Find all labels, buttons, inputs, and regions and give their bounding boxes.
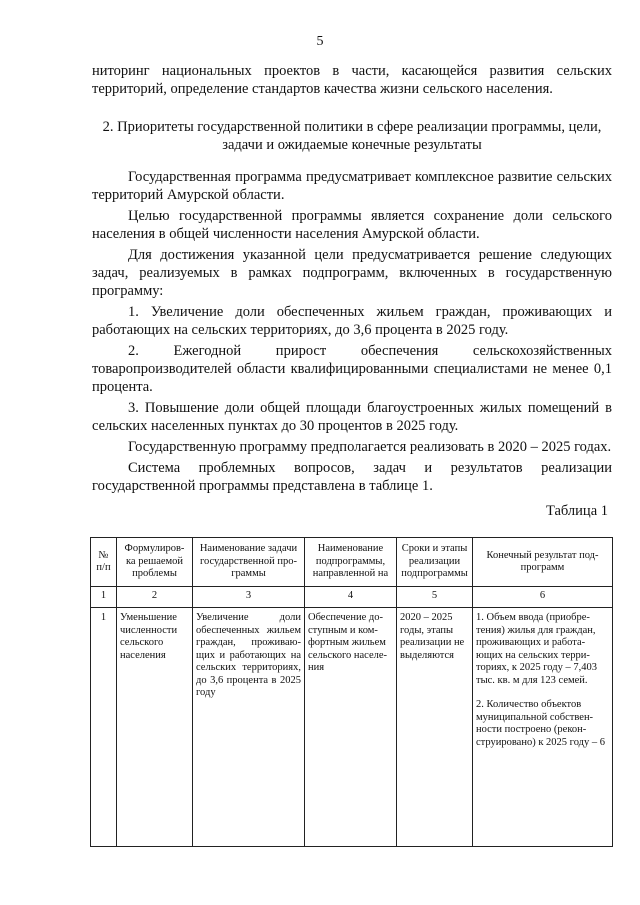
paragraph: 2. Ежегодной прирост обеспечения сельскохозяйственных товаропроизводителей области квалифицированными специалистами не менее 0,1 процента. <box>92 343 612 395</box>
task-cell: Увеличение доли обеспеченных жильем граждан, проживаю-щих и работающих на сельских территориях, до 3,6 процента в 2025 году <box>193 608 305 847</box>
row-number: 1 <box>91 608 117 847</box>
table-header-row <box>91 538 613 587</box>
paragraph: Для достижения указанной цели предусматривается решение следующих задач, реализуемых в рамках подпрограмм, включенных в государственную программу: <box>92 247 612 299</box>
page-number: 5 <box>316 34 324 49</box>
header-cell-number: № п/п <box>91 538 117 587</box>
paragraph: 1. Увеличение доли обеспеченных жильем граждан, проживающих и работающих на сельских территориях, до 3,6 процента в 2025 году. <box>92 304 612 338</box>
continuation-text: ниторинг национальных проектов в части, касающейся развития сельских территорий, определение стандартов качества жизни сельского населения. <box>92 63 612 97</box>
header-cell-terms: Сроки и этапы реализации подпрограммы <box>397 538 473 587</box>
header-cell-task: Наименование задачи государственной про-граммы <box>193 538 305 587</box>
results-table <box>90 537 613 847</box>
result-item-1: 1. Объем ввода (приобре-тения) жилья для граждан, проживающих и работа-ющих на сельских терри-ториях, к 2025 году – 7,403 тыс. кв. м для 123 семей. <box>476 612 597 686</box>
column-number: 2 <box>117 587 193 608</box>
table-caption: Таблица 1 <box>545 503 608 519</box>
paragraph: Система проблемных вопросов, задач и результатов реализации государственной программы представлена в таблице 1. <box>92 460 612 494</box>
terms-cell: 2020 – 2025 годы, этапы реализации не выделяются <box>397 608 473 847</box>
result-cell <box>473 608 613 847</box>
continuation-paragraph <box>92 62 612 98</box>
column-number: 3 <box>193 587 305 608</box>
paragraph: Целью государственной программы является сохранение доли сельского населения в общей численности населения Амурской области. <box>92 208 612 242</box>
column-number: 5 <box>397 587 473 608</box>
column-number: 4 <box>305 587 397 608</box>
paragraph: Государственная программа предусматривает комплексное развитие сельских территорий Амурской области. <box>92 169 612 203</box>
problem-cell: Уменьшение численности сельского населения <box>117 608 193 847</box>
body-text <box>92 168 612 498</box>
subprogram-cell: Обеспечение до-ступным и ком-фортным жильем сельского населе-ния <box>305 608 397 847</box>
paragraph: Государственную программу предполагается реализовать в 2020 – 2025 годах. <box>128 439 612 455</box>
header-cell-result: Конечный результат под-программ <box>473 538 613 587</box>
table-row <box>91 608 613 847</box>
column-number: 6 <box>473 587 613 608</box>
section-heading: 2. Приоритеты государственной политики в сфере реализации программы, цели, задачи и ожидаемые конечные результаты <box>102 119 602 153</box>
column-number: 1 <box>91 587 117 608</box>
header-cell-subprogram: Наименование подпрограммы, направленной на <box>305 538 397 587</box>
column-number-row <box>91 587 613 608</box>
paragraph: 3. Повышение доли общей площади благоустроенных жилых помещений в сельских населенных пунктах до 30 процентов в 2025 году. <box>92 400 612 434</box>
header-cell-problem: Формулиров-ка решаемой проблемы <box>117 538 193 587</box>
result-item-2: 2. Количество объектов муниципальной собствен-ности построено (рекон-струировано) к 2025 году – 6 <box>476 699 606 748</box>
